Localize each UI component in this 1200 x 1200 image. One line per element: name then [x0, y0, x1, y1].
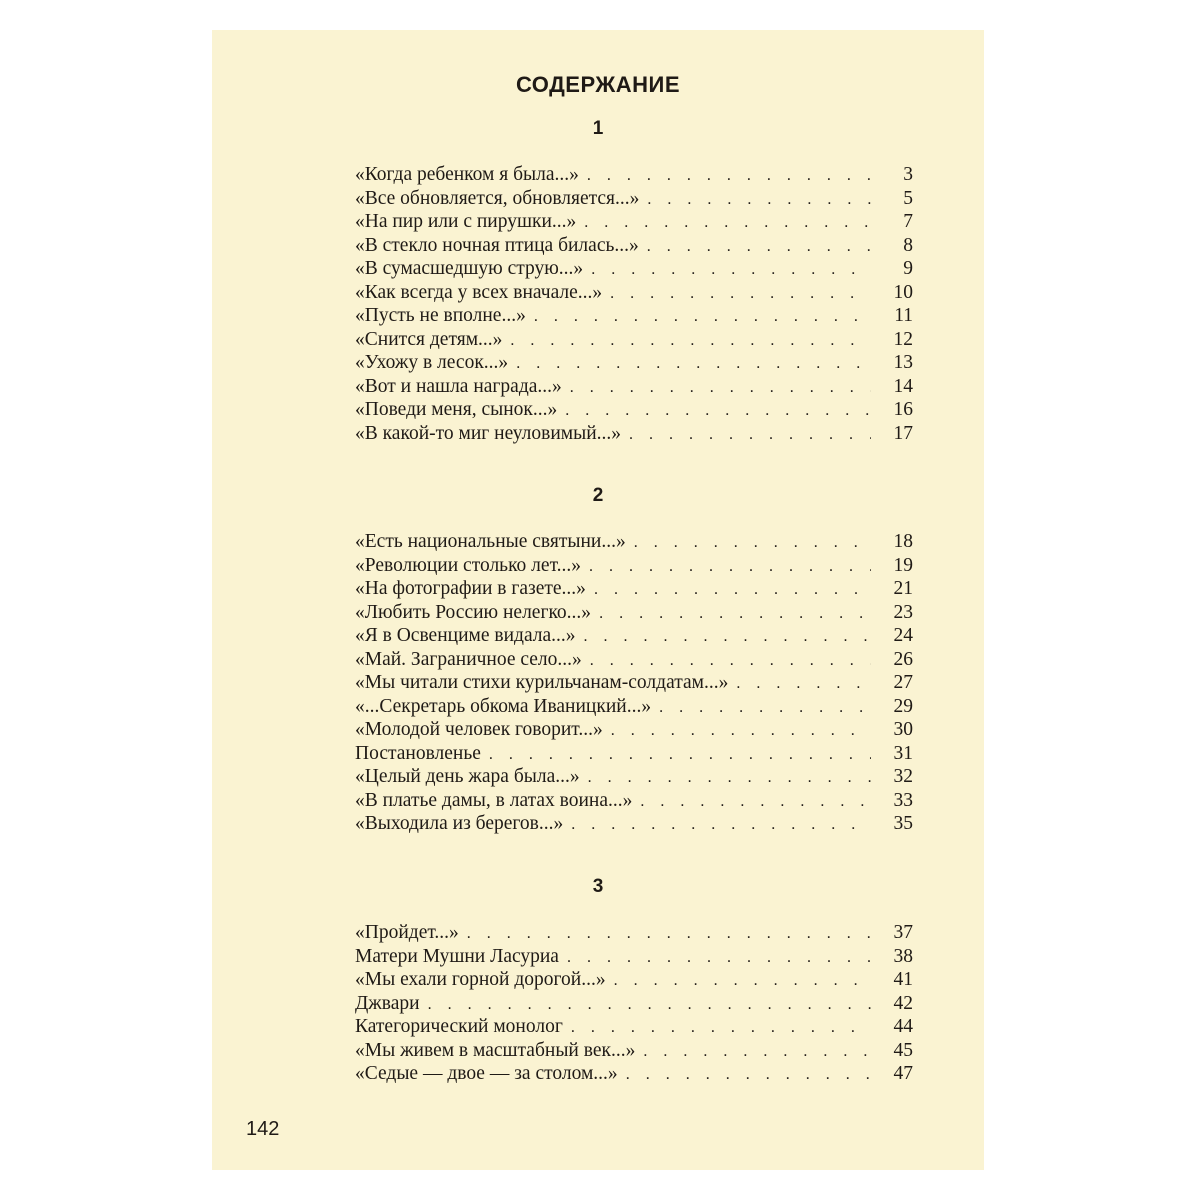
toc-entry-title: «В платье дамы, в латах воина...» [355, 789, 633, 811]
toc-dot-leader [647, 238, 871, 256]
toc-dot-leader [640, 793, 871, 811]
toc-entry [355, 305, 913, 329]
toc-entry-page: 21 [893, 578, 913, 599]
toc-entry [355, 813, 913, 837]
toc-entry [355, 922, 913, 946]
toc-entry-page: 9 [903, 258, 913, 279]
section-1-number: 1 [592, 118, 604, 139]
toc-section-2 [355, 531, 913, 837]
toc-section-1 [355, 164, 913, 446]
toc-entry-title: «Я в Освенциме видала...» [355, 625, 576, 646]
toc-entry [355, 672, 913, 696]
toc-entry-page: 14 [893, 375, 913, 397]
toc-entry [355, 790, 913, 814]
toc-entry [355, 164, 913, 188]
toc-entry-title: «В сумасшедшую струю...» [355, 258, 584, 279]
toc-dot-leader [567, 949, 871, 967]
toc-entry-page: 5 [903, 187, 913, 209]
toc-dot-leader [570, 379, 871, 397]
toc-entry-title: «Мы ехали горной дорогой...» [355, 969, 606, 990]
toc-entry [355, 1040, 913, 1064]
toc-entry-title: «Есть национальные святыни...» [355, 531, 626, 552]
toc-entry-title: «Май. Заграничное село...» [355, 648, 582, 670]
toc-entry [355, 423, 913, 447]
toc-entry [355, 282, 913, 306]
toc-entry-title: «На фотографии в газете...» [355, 578, 586, 599]
toc-entry-title: «Любить Россию нелегко...» [355, 601, 592, 623]
toc-entry [355, 352, 913, 376]
toc-entry-title: «Мы читали стихи курильчанам-солдатам...» [355, 672, 729, 693]
toc-dot-leader [571, 1019, 871, 1037]
toc-entry-page: 27 [893, 672, 913, 693]
toc-entry-page: 30 [893, 719, 913, 740]
toc-entry-page: 44 [893, 1016, 913, 1037]
toc-dot-leader [428, 996, 871, 1014]
toc-entry-title: «В какой-то миг неуловимый...» [355, 422, 622, 444]
toc-entry-title: Матери Мушни Ласуриа [355, 945, 559, 967]
toc-entry-page: 8 [903, 234, 913, 256]
toc-dot-leader [634, 534, 871, 552]
toc-entry [355, 376, 913, 400]
toc-dot-leader [610, 285, 871, 303]
toc-entry-page: 47 [893, 1063, 913, 1084]
toc-entry-title: «Все обновляется, обновляется...» [355, 187, 640, 209]
toc-entry-title: «Поведи меня, сынок...» [355, 399, 558, 420]
toc-entry [355, 1016, 913, 1040]
toc-entry-title: «Седые — двое — за столом...» [355, 1063, 618, 1084]
toc-entry [355, 1063, 913, 1087]
toc-entry-title: «В стекло ночная птица билась...» [355, 234, 639, 256]
toc-entry-title: «Пусть не вполне...» [355, 305, 526, 326]
toc-dot-leader [587, 167, 871, 185]
toc-entry-page: 32 [893, 766, 913, 787]
toc-entry [355, 399, 913, 423]
toc-entry [355, 969, 913, 993]
toc-dot-leader [626, 1066, 871, 1084]
toc-section-3 [355, 922, 913, 1087]
toc-entry [355, 329, 913, 353]
toc-entry [355, 696, 913, 720]
toc-entry-page: 45 [893, 1039, 913, 1061]
toc-dot-leader [614, 972, 871, 990]
toc-entry-page: 18 [893, 531, 913, 552]
toc-dot-leader [736, 675, 871, 693]
toc-entry-title: «...Секретарь обкома Иваницкий...» [355, 695, 652, 717]
toc-entry-page: 16 [893, 399, 913, 420]
toc-entry-title: «Революции столько лет...» [355, 554, 582, 576]
toc-entry-page: 24 [893, 625, 913, 646]
toc-entry [355, 258, 913, 282]
toc-entry-page: 42 [893, 992, 913, 1014]
toc-entry [355, 531, 913, 555]
toc-dot-leader [516, 355, 871, 373]
toc-dot-leader [590, 652, 871, 670]
toc-entry [355, 555, 913, 579]
toc-dot-leader [643, 1043, 871, 1061]
toc-entry-page: 38 [893, 945, 913, 967]
toc-entry-title: «Мы живем в масштабный век...» [355, 1039, 636, 1061]
toc-entry [355, 188, 913, 212]
toc-entry-page: 3 [903, 164, 913, 185]
toc-entry [355, 766, 913, 790]
toc-dot-leader [659, 699, 871, 717]
toc-entry-title: «Как всегда у всех вначале...» [355, 281, 603, 303]
toc-entry [355, 993, 913, 1017]
toc-entry [355, 743, 913, 767]
toc-entry [355, 625, 913, 649]
toc-entry-page: 41 [893, 969, 913, 990]
toc-entry-title: «Пройдет...» [355, 922, 459, 943]
toc-entry-title: «Когда ребенком я была...» [355, 164, 579, 185]
toc-entry [355, 649, 913, 673]
toc-entry-title: «Молодой человек говорит...» [355, 719, 603, 740]
section-2-number: 2 [592, 485, 604, 506]
toc-dot-leader [534, 308, 871, 326]
toc-entry-page: 12 [893, 328, 913, 350]
toc-entry-title: «Снится детям...» [355, 328, 503, 350]
toc-entry-title: «Целый день жара была...» [355, 766, 580, 787]
toc-dot-leader [611, 722, 871, 740]
toc-entry-page: 17 [893, 422, 913, 444]
toc-dot-leader [584, 628, 871, 646]
toc-entry-page: 29 [893, 695, 913, 717]
page-title: СОДЕРЖАНИЕ [515, 72, 681, 97]
toc-entry-page: 23 [893, 601, 913, 623]
toc-entry [355, 946, 913, 970]
toc-entry-page: 19 [893, 554, 913, 576]
toc-entry [355, 719, 913, 743]
toc-dot-leader [571, 816, 871, 834]
toc-entry-page: 26 [893, 648, 913, 670]
toc-dot-leader [565, 402, 871, 420]
toc-entry-page: 11 [894, 305, 913, 326]
toc-entry-title: «На пир или с пирушки...» [355, 211, 577, 232]
page-number: 142 [246, 1118, 280, 1140]
section-3-number: 3 [592, 876, 604, 897]
toc-dot-leader [588, 769, 871, 787]
toc-entry-page: 13 [893, 352, 913, 373]
toc-entry-title: «Вот и нашла награда...» [355, 375, 562, 397]
toc-entry-title: «Ухожу в лесок...» [355, 352, 509, 373]
toc-entry [355, 578, 913, 602]
toc-dot-leader [599, 605, 871, 623]
toc-dot-leader [594, 581, 871, 599]
book-page [212, 30, 984, 1170]
toc-entry-page: 7 [903, 211, 913, 232]
toc-entry [355, 602, 913, 626]
toc-dot-leader [629, 426, 871, 444]
toc-entry-title: Джвари [355, 992, 420, 1014]
toc-dot-leader [584, 214, 871, 232]
toc-entry-title: Постановленье [355, 742, 481, 764]
toc-dot-leader [510, 332, 871, 350]
toc-entry [355, 235, 913, 259]
toc-entry-title: «Выходила из берегов...» [355, 813, 564, 834]
toc-entry-page: 31 [893, 742, 913, 764]
toc-dot-leader [591, 261, 871, 279]
toc-entry-page: 35 [893, 813, 913, 834]
toc-dot-leader [467, 925, 871, 943]
toc-entry-title: Категорический монолог [355, 1016, 563, 1037]
toc-entry-page: 37 [893, 922, 913, 943]
toc-entry [355, 211, 913, 235]
toc-dot-leader [489, 746, 871, 764]
toc-dot-leader [589, 558, 871, 576]
toc-dot-leader [647, 191, 871, 209]
toc-entry-page: 10 [893, 281, 913, 303]
toc-entry-page: 33 [893, 789, 913, 811]
